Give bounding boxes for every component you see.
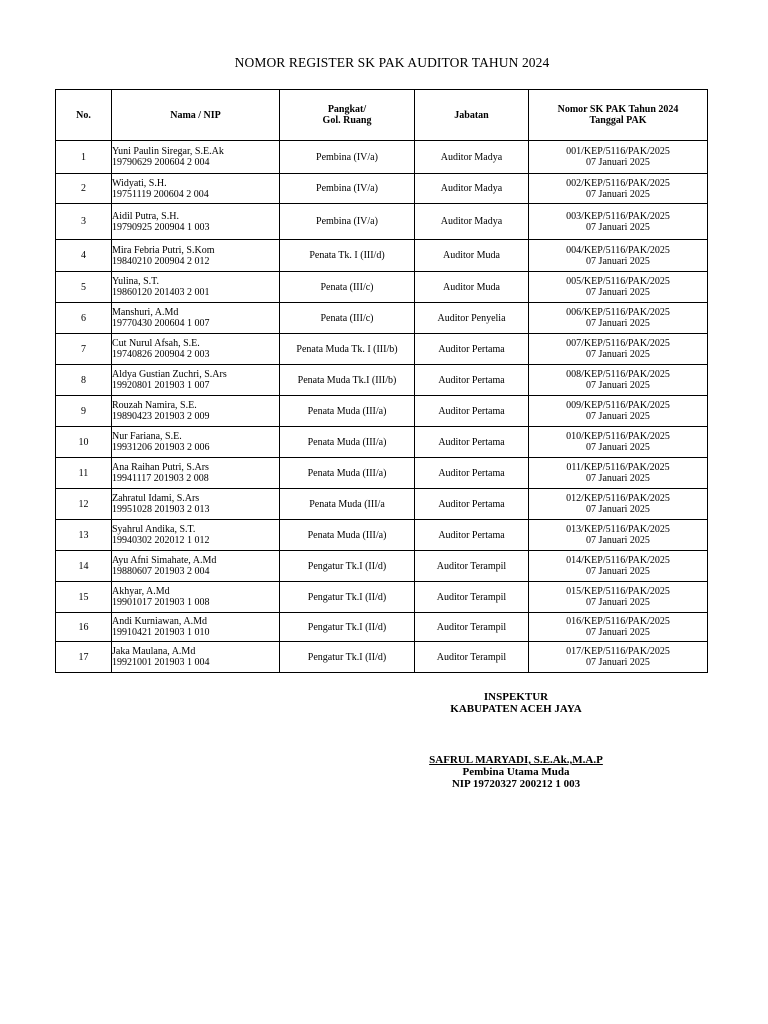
cell-nama: Cut Nurul Afsah, S.E. [112, 338, 200, 349]
signature-office [400, 691, 632, 715]
cell-nama: Akhyar, A.Md [112, 586, 170, 597]
cell-pangkat: Penata Muda (III/a) [280, 427, 415, 458]
cell-nip: 19951028 201903 2 013 [112, 504, 210, 515]
cell-nomor: 006/KEP/5116/PAK/2025 [566, 307, 670, 318]
cell-pangkat: Penata Muda (III/a) [280, 458, 415, 489]
document-title: NOMOR REGISTER SK PAK AUDITOR TAHUN 2024 [234, 55, 550, 70]
cell-nip: 19940302 202012 1 012 [112, 535, 210, 546]
table-row [56, 240, 708, 272]
cell-nama-nip [112, 520, 280, 551]
cell-no: 15 [56, 582, 112, 613]
cell-no: 7 [56, 334, 112, 365]
signature-block [400, 754, 632, 790]
cell-jabatan: Auditor Madya [415, 204, 529, 240]
cell-tanggal: 07 Januari 2025 [586, 627, 650, 638]
cell-tanggal: 07 Januari 2025 [586, 287, 650, 298]
cell-pangkat: Pembina (IV/a) [280, 141, 415, 174]
cell-tanggal: 07 Januari 2025 [586, 221, 650, 233]
table-row [56, 427, 708, 458]
cell-no: 12 [56, 489, 112, 520]
table-row [56, 365, 708, 396]
cell-jabatan: Auditor Pertama [415, 427, 529, 458]
header-jabatan: Jabatan [415, 90, 529, 141]
cell-no: 3 [56, 204, 112, 240]
cell-nama-nip [112, 334, 280, 365]
cell-nama: Yuni Paulin Siregar, S.E.Ak [112, 146, 224, 157]
cell-nama-nip [112, 303, 280, 334]
cell-nama-nip [112, 174, 280, 204]
cell-no: 8 [56, 365, 112, 396]
cell-nip: 19931206 201903 2 006 [112, 442, 210, 453]
cell-nomor-tanggal [529, 396, 708, 427]
cell-jabatan: Auditor Terampil [415, 613, 529, 642]
cell-pangkat: Penata (III/c) [280, 272, 415, 303]
cell-nomor: 016/KEP/5116/PAK/2025 [566, 616, 670, 627]
cell-nomor-tanggal [529, 272, 708, 303]
cell-pangkat: Penata Muda Tk. I (III/b) [280, 334, 415, 365]
signature-office-line1: INSPEKTUR [483, 691, 549, 703]
table-row [56, 642, 708, 673]
cell-no: 9 [56, 396, 112, 427]
cell-jabatan: Auditor Muda [415, 272, 529, 303]
cell-nip: 19910421 201903 1 010 [112, 627, 210, 638]
cell-nama: Jaka Maulana, A.Md [112, 646, 196, 657]
signatory-rank: Pembina Utama Muda [462, 766, 570, 778]
cell-nomor: 010/KEP/5116/PAK/2025 [566, 431, 670, 442]
cell-nama-nip [112, 489, 280, 520]
signatory-nip: NIP 19720327 200212 1 003 [451, 778, 581, 790]
table-row [56, 582, 708, 613]
cell-tanggal: 07 Januari 2025 [586, 597, 650, 608]
cell-pangkat: Pengatur Tk.I (II/d) [280, 551, 415, 582]
cell-no: 17 [56, 642, 112, 673]
cell-nomor: 002/KEP/5116/PAK/2025 [566, 177, 670, 189]
cell-jabatan: Auditor Pertama [415, 520, 529, 551]
cell-nip: 19890423 201903 2 009 [112, 411, 210, 422]
cell-nama: Widyati, S.H. [112, 177, 167, 189]
cell-pangkat: Pembina (IV/a) [280, 204, 415, 240]
cell-pangkat: Penata Muda (III/a) [280, 396, 415, 427]
cell-nama-nip [112, 365, 280, 396]
cell-nomor-tanggal [529, 174, 708, 204]
cell-jabatan: Auditor Pertama [415, 334, 529, 365]
cell-nama-nip [112, 458, 280, 489]
cell-nama: Zahratul Idami, S.Ars [112, 493, 200, 504]
cell-nomor-tanggal [529, 520, 708, 551]
register-table [55, 89, 708, 673]
cell-nama-nip [112, 204, 280, 240]
table-row [56, 396, 708, 427]
cell-nip: 19770430 200604 1 007 [112, 318, 210, 329]
cell-nip: 19860120 201403 2 001 [112, 287, 210, 298]
cell-jabatan: Auditor Terampil [415, 582, 529, 613]
cell-nip: 19880607 201903 2 004 [112, 566, 210, 577]
cell-tanggal: 07 Januari 2025 [586, 535, 650, 546]
header-pangkat [280, 90, 415, 141]
cell-no: 13 [56, 520, 112, 551]
cell-nomor-tanggal [529, 240, 708, 272]
cell-nama-nip [112, 272, 280, 303]
cell-no: 11 [56, 458, 112, 489]
cell-jabatan: Auditor Pertama [415, 458, 529, 489]
cell-nomor: 015/KEP/5116/PAK/2025 [566, 586, 670, 597]
cell-nama: Yulina, S.T. [112, 276, 160, 287]
cell-pangkat: Penata (III/c) [280, 303, 415, 334]
cell-tanggal: 07 Januari 2025 [586, 380, 650, 391]
cell-nomor: 012/KEP/5116/PAK/2025 [566, 493, 670, 504]
cell-nip: 19840210 200904 2 012 [112, 255, 210, 267]
cell-nip: 19921001 201903 1 004 [112, 657, 210, 668]
cell-nomor: 005/KEP/5116/PAK/2025 [566, 276, 670, 287]
header-nomor-line1: Nomor SK PAK Tahun 2024 [557, 104, 679, 115]
cell-nip: 19941117 201903 2 008 [112, 473, 209, 484]
cell-tanggal: 07 Januari 2025 [586, 255, 650, 267]
cell-nomor-tanggal [529, 489, 708, 520]
table-row [56, 174, 708, 204]
table-row [56, 489, 708, 520]
cell-pangkat: Pembina (IV/a) [280, 174, 415, 204]
cell-nama: Manshuri, A.Md [112, 307, 179, 318]
cell-nip: 19920801 201903 1 007 [112, 380, 210, 391]
table-row [56, 272, 708, 303]
cell-nama-nip [112, 613, 280, 642]
cell-pangkat: Penata Tk. I (III/d) [280, 240, 415, 272]
cell-nama: Mira Febria Putri, S.Kom [112, 244, 215, 256]
cell-nomor: 003/KEP/5116/PAK/2025 [566, 210, 670, 222]
cell-tanggal: 07 Januari 2025 [586, 188, 650, 200]
cell-no: 6 [56, 303, 112, 334]
cell-nomor: 017/KEP/5116/PAK/2025 [566, 646, 670, 657]
cell-nip: 19901017 201903 1 008 [112, 597, 210, 608]
cell-jabatan: Auditor Terampil [415, 642, 529, 673]
cell-nip: 19790629 200604 2 004 [112, 157, 210, 168]
cell-nama: Aldya Gustian Zuchri, S.Ars [112, 369, 227, 380]
cell-nip: 19751119 200604 2 004 [112, 188, 209, 200]
signature-office-line2: KABUPATEN ACEH JAYA [450, 703, 582, 715]
cell-nama-nip [112, 141, 280, 174]
header-nama-nip: Nama / NIP [112, 90, 280, 141]
cell-tanggal: 07 Januari 2025 [586, 442, 650, 453]
cell-pangkat: Pengatur Tk.I (II/d) [280, 613, 415, 642]
cell-nomor-tanggal [529, 365, 708, 396]
table-row [56, 303, 708, 334]
cell-tanggal: 07 Januari 2025 [586, 318, 650, 329]
cell-nip: 19790925 200904 1 003 [112, 221, 210, 233]
cell-nomor-tanggal [529, 642, 708, 673]
cell-tanggal: 07 Januari 2025 [586, 349, 650, 360]
cell-nama: Ana Raihan Putri, S.Ars [112, 462, 209, 473]
cell-tanggal: 07 Januari 2025 [586, 473, 650, 484]
table-header-row [56, 90, 708, 141]
cell-no: 2 [56, 174, 112, 204]
header-pangkat-line1: Pangkat/ [327, 104, 367, 115]
cell-nomor-tanggal [529, 334, 708, 365]
cell-jabatan: Auditor Pertama [415, 489, 529, 520]
cell-nomor-tanggal [529, 458, 708, 489]
header-no: No. [56, 90, 112, 141]
cell-nomor-tanggal [529, 613, 708, 642]
table-row [56, 141, 708, 174]
header-nomor [529, 90, 708, 141]
cell-nomor: 001/KEP/5116/PAK/2025 [566, 146, 670, 157]
cell-jabatan: Auditor Madya [415, 174, 529, 204]
cell-pangkat: Penata Muda (III/a) [280, 520, 415, 551]
cell-nomor: 013/KEP/5116/PAK/2025 [566, 524, 670, 535]
cell-tanggal: 07 Januari 2025 [586, 504, 650, 515]
cell-jabatan: Auditor Madya [415, 141, 529, 174]
cell-nomor-tanggal [529, 582, 708, 613]
table-row [56, 204, 708, 240]
cell-nama: Ayu Afni Simahate, A.Md [112, 555, 217, 566]
cell-nama-nip [112, 642, 280, 673]
cell-nomor: 008/KEP/5116/PAK/2025 [566, 369, 670, 380]
header-nomor-line2: Tanggal PAK [589, 115, 647, 126]
table-row [56, 520, 708, 551]
cell-nama: Aidil Putra, S.H. [112, 210, 179, 222]
cell-nama-nip [112, 551, 280, 582]
table-row [56, 334, 708, 365]
cell-nama-nip [112, 240, 280, 272]
cell-no: 5 [56, 272, 112, 303]
cell-nomor: 009/KEP/5116/PAK/2025 [566, 400, 670, 411]
cell-nomor-tanggal [529, 427, 708, 458]
cell-pangkat: Penata Muda (III/a [280, 489, 415, 520]
cell-no: 1 [56, 141, 112, 174]
cell-nama: Nur Fariana, S.E. [112, 431, 182, 442]
cell-nama-nip [112, 582, 280, 613]
cell-nama: Syahrul Andika, S.T. [112, 524, 196, 535]
header-pangkat-line2: Gol. Ruang [322, 115, 372, 126]
cell-pangkat: Penata Muda Tk.I (III/b) [280, 365, 415, 396]
cell-jabatan: Auditor Pertama [415, 396, 529, 427]
cell-tanggal: 07 Januari 2025 [586, 566, 650, 577]
cell-nomor: 011/KEP/5116/PAK/2025 [566, 462, 670, 473]
cell-nomor: 007/KEP/5116/PAK/2025 [566, 338, 670, 349]
cell-pangkat: Pengatur Tk.I (II/d) [280, 642, 415, 673]
cell-jabatan: Auditor Pertama [415, 365, 529, 396]
signatory-name: SAFRUL MARYADI, S.E.Ak.,M.A.P [429, 754, 603, 766]
cell-nama: Rouzah Namira, S.E. [112, 400, 197, 411]
cell-nomor-tanggal [529, 303, 708, 334]
cell-nomor: 004/KEP/5116/PAK/2025 [566, 244, 670, 256]
cell-no: 4 [56, 240, 112, 272]
cell-jabatan: Auditor Terampil [415, 551, 529, 582]
cell-jabatan: Auditor Penyelia [415, 303, 529, 334]
cell-no: 10 [56, 427, 112, 458]
cell-tanggal: 07 Januari 2025 [586, 411, 650, 422]
cell-nomor-tanggal [529, 204, 708, 240]
cell-nama-nip [112, 427, 280, 458]
cell-jabatan: Auditor Muda [415, 240, 529, 272]
cell-tanggal: 07 Januari 2025 [586, 657, 650, 668]
cell-nomor-tanggal [529, 551, 708, 582]
table-row [56, 551, 708, 582]
cell-tanggal: 07 Januari 2025 [586, 157, 650, 168]
table-row [56, 613, 708, 642]
cell-nomor: 014/KEP/5116/PAK/2025 [566, 555, 670, 566]
cell-nama-nip [112, 396, 280, 427]
cell-pangkat: Pengatur Tk.I (II/d) [280, 582, 415, 613]
cell-nip: 19740826 200904 2 003 [112, 349, 210, 360]
table-row [56, 458, 708, 489]
cell-no: 14 [56, 551, 112, 582]
cell-no: 16 [56, 613, 112, 642]
cell-nama: Andi Kurniawan, A.Md [112, 616, 207, 627]
cell-nomor-tanggal [529, 141, 708, 174]
